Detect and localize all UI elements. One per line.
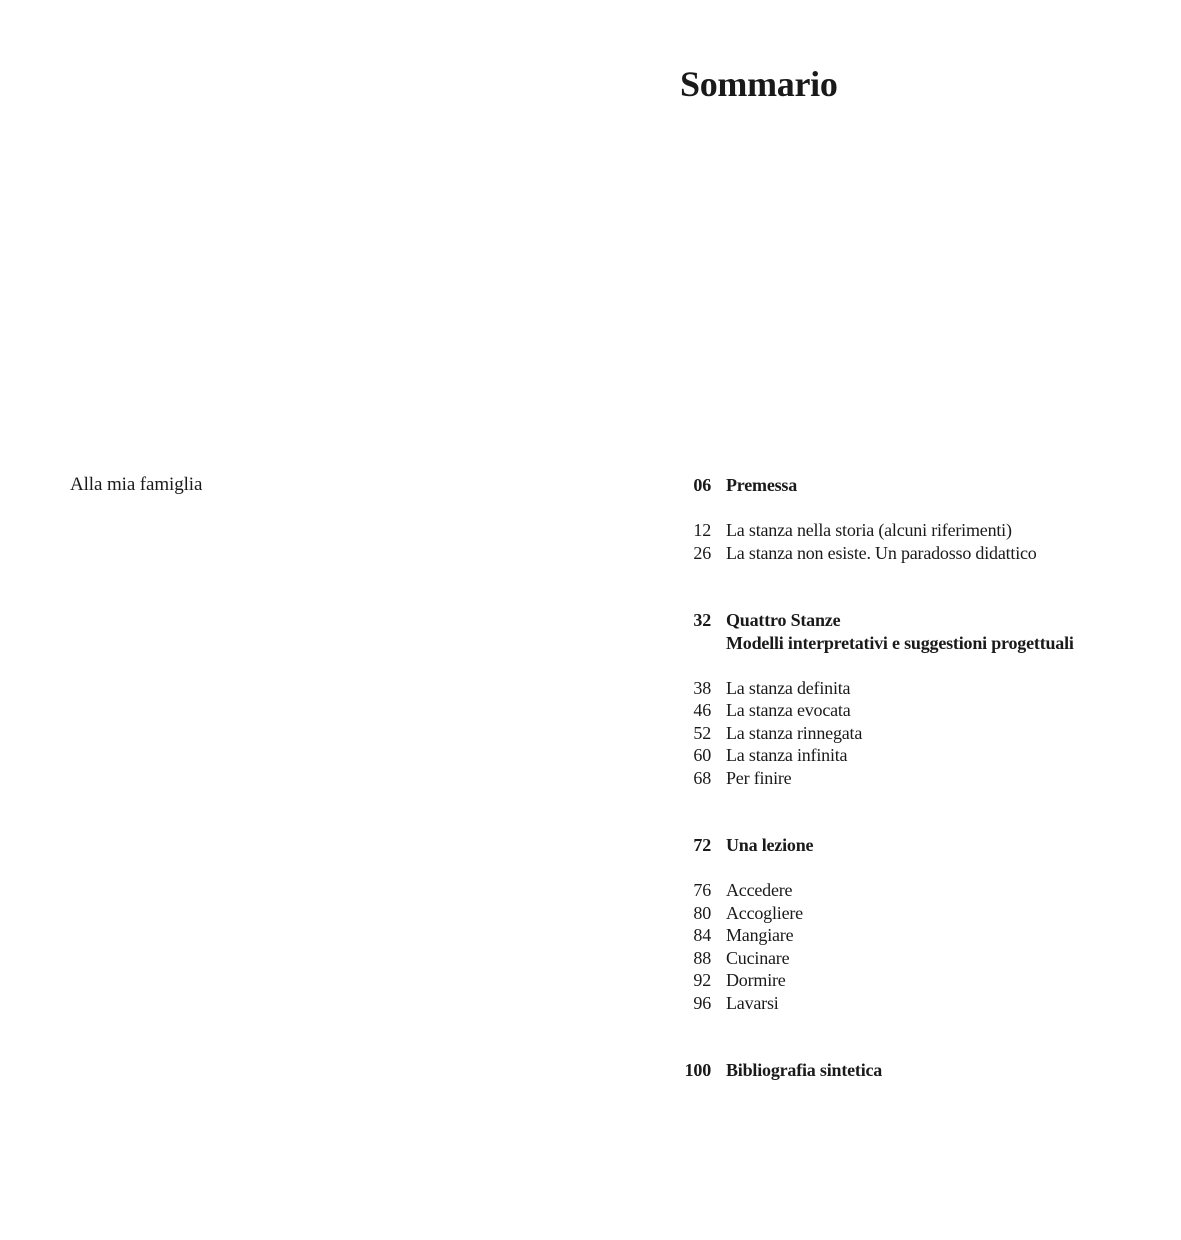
toc-section-title: Bibliografia sintetica bbox=[726, 1060, 883, 1080]
toc-entry-title: Lavarsi bbox=[726, 993, 779, 1013]
toc-entry-title: La stanza rinnegata bbox=[726, 723, 863, 743]
toc-section-page-number: 06 bbox=[693, 475, 711, 495]
toc-entry-page-number: 80 bbox=[693, 903, 711, 923]
toc-entry-title: Cucinare bbox=[726, 948, 790, 968]
toc-section-title: Premessa bbox=[726, 475, 798, 495]
toc-entry-title: Mangiare bbox=[726, 925, 794, 945]
toc-section-page-number: 100 bbox=[684, 1060, 711, 1080]
toc-entry-title: Accogliere bbox=[726, 903, 803, 923]
toc-section-title: Quattro Stanze bbox=[726, 610, 841, 630]
toc-section-subtitle: Modelli interpretativi e suggestioni progettuali bbox=[726, 633, 1074, 653]
toc-entry-page-number: 84 bbox=[693, 925, 711, 945]
toc-entry-page-number: 38 bbox=[693, 678, 711, 698]
toc-entry-page-number: 68 bbox=[693, 768, 711, 788]
toc-entry-page-number: 60 bbox=[693, 745, 711, 765]
toc-section-page-number: 72 bbox=[693, 835, 711, 855]
toc-entry-page-number: 88 bbox=[693, 948, 711, 968]
dedication: Alla mia famiglia bbox=[70, 474, 203, 495]
toc-entry-title: Dormire bbox=[726, 970, 786, 990]
toc-entry-title: La stanza non esiste. Un paradosso didattico bbox=[726, 543, 1037, 563]
toc-entry-title: La stanza definita bbox=[726, 678, 851, 698]
toc-entry-page-number: 52 bbox=[693, 723, 711, 743]
toc-entry-page-number: 96 bbox=[693, 993, 711, 1013]
toc-entry-page-number: 46 bbox=[693, 700, 711, 720]
toc-title: Sommario bbox=[680, 64, 838, 104]
toc-entry-title: Accedere bbox=[726, 880, 793, 900]
toc-entry-title: La stanza evocata bbox=[726, 700, 851, 720]
toc-section-page-number: 32 bbox=[693, 610, 711, 630]
toc-entry-page-number: 76 bbox=[693, 880, 711, 900]
toc-entry-page-number: 26 bbox=[693, 543, 711, 563]
toc-entry-page-number: 92 bbox=[693, 970, 711, 990]
toc-entry-title: Per finire bbox=[726, 768, 792, 788]
toc-entry-title: La stanza infinita bbox=[726, 745, 848, 765]
toc-entry-page-number: 12 bbox=[693, 520, 711, 540]
toc-section-title: Una lezione bbox=[726, 835, 814, 855]
toc-entry-title: La stanza nella storia (alcuni riferimenti) bbox=[726, 520, 1012, 540]
